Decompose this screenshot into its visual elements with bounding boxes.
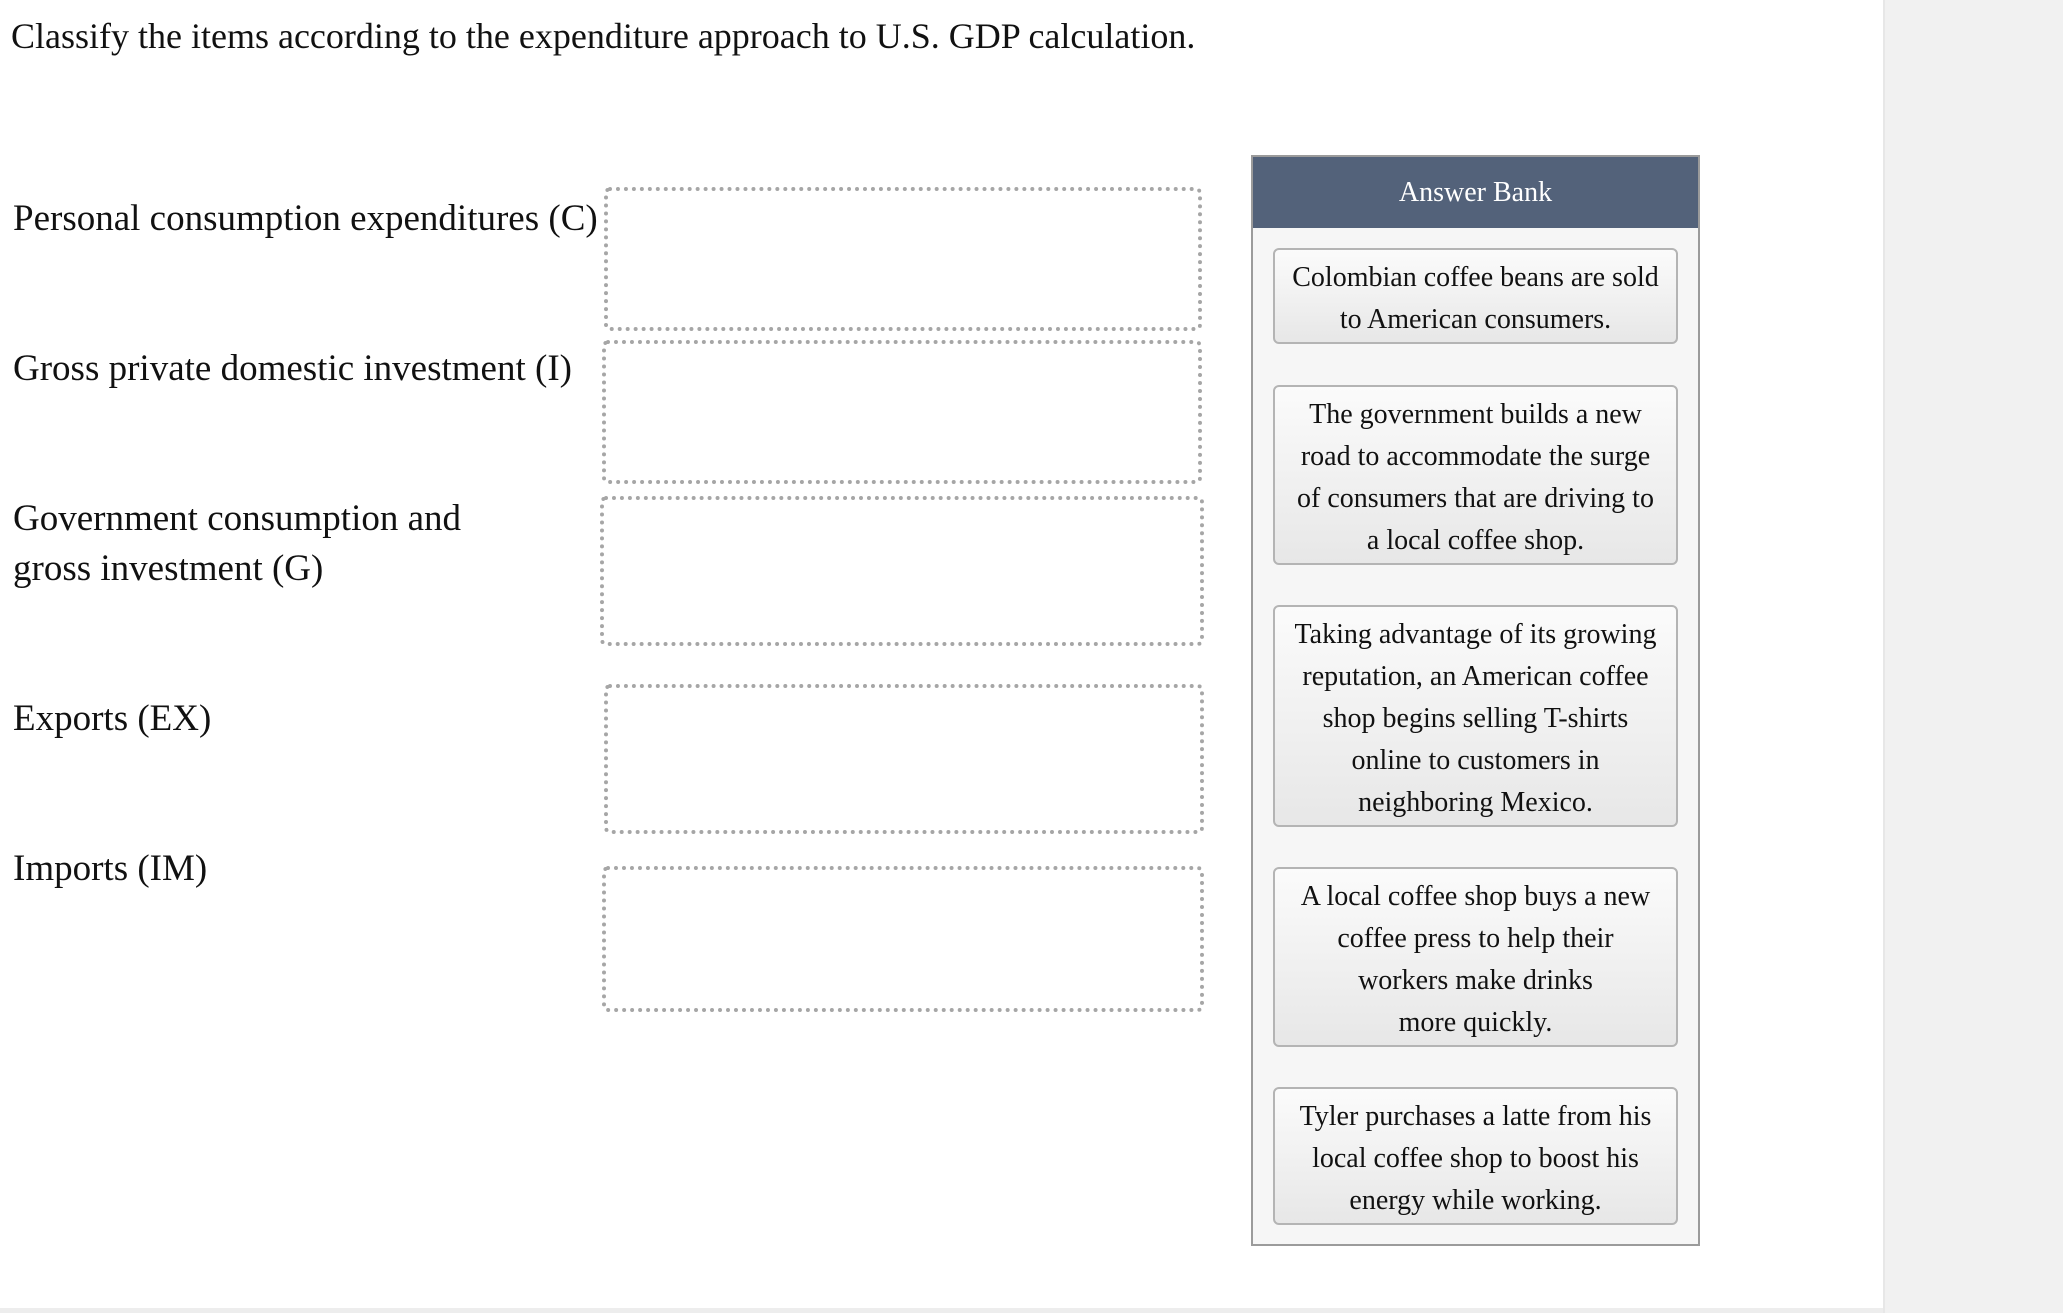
- category-label-consumption: [13, 194, 598, 244]
- category-label-line: Imports (IM): [13, 848, 208, 889]
- answer-chip-line: neighboring Mexico.: [1358, 787, 1593, 818]
- answer-chip-line: The government builds a new: [1309, 399, 1642, 430]
- answer-chip-line: A local coffee shop buys a new: [1300, 881, 1651, 912]
- answer-chip-line: reputation, an American coffee: [1302, 661, 1649, 692]
- category-label-line: Government consumption and: [13, 498, 462, 539]
- answer-chip-line: more quickly.: [1398, 1007, 1553, 1038]
- drop-zone-imports[interactable]: [602, 866, 1204, 1012]
- answer-chip-line: shop begins selling T-shirts: [1322, 703, 1629, 734]
- answer-chip-line: of consumers that are driving to: [1297, 483, 1654, 514]
- right-gutter: [1883, 0, 2063, 1313]
- category-label-government: [13, 494, 461, 594]
- answer-chip-line: online to customers in: [1351, 745, 1600, 776]
- answer-chip-line: Tyler purchases a latte from his: [1299, 1101, 1652, 1132]
- answer-chip-line: Colombian coffee beans are sold: [1292, 262, 1659, 293]
- answer-chip-line: to American consumers.: [1339, 304, 1612, 335]
- answer-chip-line: Taking advantage of its growing: [1294, 619, 1657, 650]
- drop-zone-exports[interactable]: [604, 684, 1204, 834]
- answer-chip-coffee-press[interactable]: [1273, 867, 1678, 1047]
- drop-zone-government[interactable]: [600, 496, 1204, 646]
- answer-chip-line: workers make drinks: [1358, 965, 1593, 996]
- bottom-rule: [0, 1308, 1883, 1313]
- answer-bank-title: Answer Bank: [1253, 157, 1698, 228]
- answer-bank: [1251, 155, 1700, 1246]
- answer-chip-line: road to accommodate the surge: [1300, 441, 1651, 472]
- answer-chip-line: coffee press to help their: [1337, 923, 1614, 954]
- category-label-line: gross investment (G): [13, 548, 324, 589]
- drop-zone-investment[interactable]: [602, 340, 1202, 484]
- category-label-line: Exports (EX): [13, 698, 212, 739]
- category-label-investment: [13, 344, 572, 394]
- question-prompt: Classify the items according to the expenditure approach to U.S. GDP calculation.: [11, 16, 1196, 56]
- category-label-exports: [13, 694, 211, 744]
- answer-chip-line: a local coffee shop.: [1366, 525, 1585, 556]
- answer-chip-government-road[interactable]: [1273, 385, 1678, 565]
- answer-chip-latte-purchase[interactable]: [1273, 1087, 1678, 1225]
- answer-chip-colombian-coffee[interactable]: [1273, 248, 1678, 344]
- answer-chip-line: local coffee shop to boost his: [1312, 1143, 1639, 1174]
- drop-zone-consumption[interactable]: [604, 187, 1202, 331]
- answer-chip-line: energy while working.: [1349, 1185, 1602, 1216]
- answer-chip-tshirt-exports[interactable]: [1273, 605, 1678, 827]
- category-label-imports: [13, 844, 207, 894]
- category-label-line: Gross private domestic investment (I): [13, 348, 572, 389]
- category-label-line: Personal consumption expenditures (C): [13, 198, 598, 239]
